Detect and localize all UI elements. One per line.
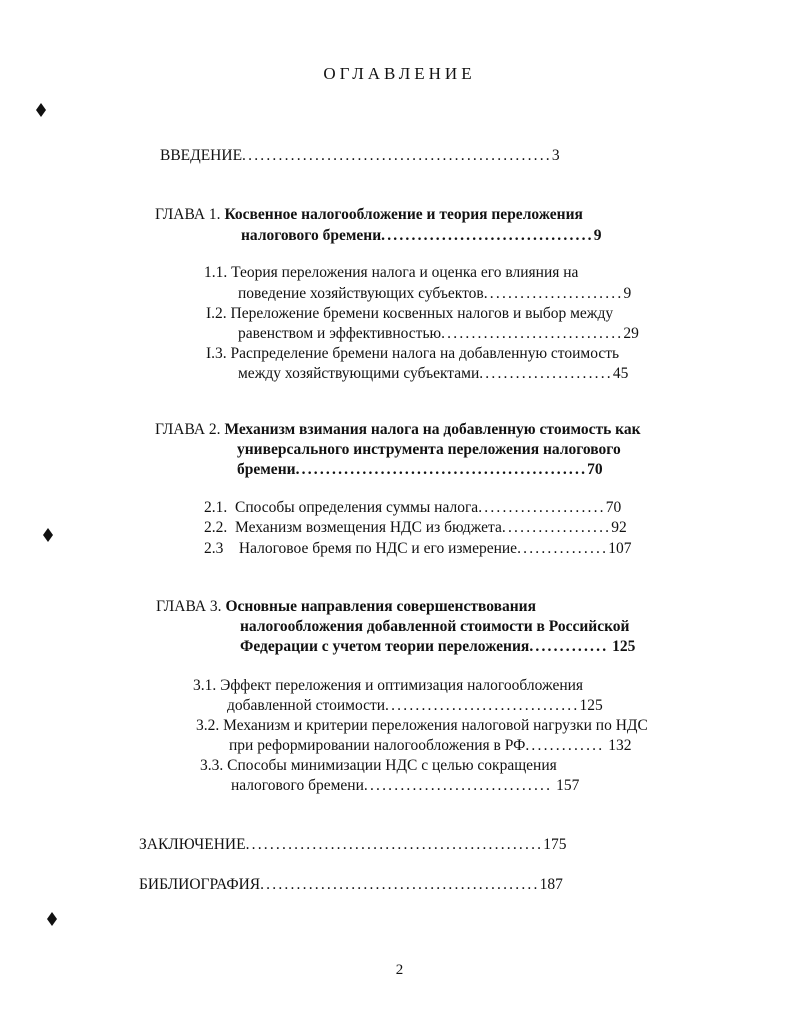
section-number: 3.3. [200,757,224,774]
toc-section-1-2-cont[interactable] [238,324,639,344]
section-title-line: налогового бремени [231,777,364,794]
section-title-line: Налоговое бремя по НДС и его измерение [238,540,518,557]
chapter-title-line: налогового бремени [241,227,382,244]
section-number: 3.1. [193,677,217,694]
page-ref: 107 [608,540,632,557]
chapter-title-line: налогообложения добавленной стоимости в Российской [240,618,630,635]
chapter-title-line: Основные направления совершенствования [225,598,536,615]
page-ref: 45 [612,365,629,382]
dot-leader: ............... [517,540,609,557]
page-number: 2 [395,962,404,978]
toc-entry-intro[interactable] [160,146,560,166]
page-ref: 125 [579,697,603,714]
dot-leader: ................................... [381,227,594,244]
chapter-label: ГЛАВА 2. [155,421,221,438]
toc-section-1-2[interactable] [206,304,613,324]
section-title-line: поведение хозяйствующих субъектов [238,285,484,302]
page-ref: 9 [623,285,632,302]
toc-chapter-3[interactable] [156,597,536,617]
page-ref: 9 [593,227,602,244]
chapter-title-line: универсального инструмента переложения налогового [237,441,621,458]
section-number: 2.2. [204,519,228,536]
toc-section-3-3-cont[interactable] [231,776,579,796]
entry-label: ВВЕДЕНИЕ [160,147,243,164]
chapter-title-line: Косвенное налогообложение и теория переложения [224,206,583,223]
toc-section-2-2[interactable] [204,518,627,538]
toc-chapter-2[interactable] [155,420,641,440]
section-title-line: между хозяйствующими субъектами [238,365,480,382]
dot-leader: ................................................... [242,147,552,164]
section-number: 2.3 [204,540,224,557]
dot-leader: ..................... [478,499,606,516]
section-title-line: Механизм и критерии переложения налоговой нагрузки по НДС [223,717,648,734]
page-ref: 70 [605,499,622,516]
section-title-line: при реформировании налогообложения в РФ [229,737,526,754]
page-ref: 29 [623,325,639,342]
toc-chapter-3-line2[interactable] [240,617,629,637]
dot-leader: .................. [501,519,612,536]
toc-section-1-3-cont[interactable] [238,364,628,384]
section-title-line: Способы определения суммы налога [235,499,479,516]
dot-leader: ................................................. [245,836,544,853]
dot-leader: ............. [525,737,605,754]
chapter-title-line: Федерации с учетом теории переложения [240,638,530,655]
toc-chapter-1[interactable] [155,205,583,225]
toc-section-3-1[interactable] [193,676,583,696]
section-number: 3.2. [196,717,220,734]
dot-leader: ............................... [363,777,553,794]
entry-label: БИБЛИОГРАФИЯ [139,876,261,893]
toc-chapter-3-line3[interactable] [240,637,635,657]
chapter-title-line: Механизм взимания налога на добавленную стоимость как [224,421,641,438]
toc-chapter-1-cont[interactable] [241,226,602,246]
toc-section-2-1[interactable] [204,498,621,518]
page-ref: 70 [587,461,603,478]
dot-leader: .............................................. [260,876,540,893]
toc-section-2-3[interactable] [204,539,631,559]
section-title-line: Способы минимизации НДС с целью сокращения [227,757,557,774]
toc-entry-bibliography[interactable] [139,875,563,895]
section-number: 1.1. [204,264,228,281]
dot-leader: ....................... [483,285,624,302]
section-title-line: добавленной стоимости [227,697,386,714]
entry-label: ЗАКЛЮЧЕНИЕ [139,836,246,853]
toc-section-3-1-cont[interactable] [227,696,603,716]
page-ref: 187 [539,876,563,893]
page-title: ОГЛАВЛЕНИЕ [323,64,476,83]
chapter-label: ГЛАВА 1. [155,206,221,223]
dot-leader: ................................ [385,697,580,714]
section-title-line: Эффект переложения и оптимизация налогообложения [220,677,584,694]
toc-chapter-2-line3[interactable] [237,460,603,480]
dot-leader: ............. [529,638,609,655]
toc-section-1-1-cont[interactable] [238,284,631,304]
section-number: I.3. [206,345,227,362]
dot-leader: ...................... [479,365,613,382]
toc-section-3-2-cont[interactable] [229,736,631,756]
toc-chapter-2-line2[interactable] [237,440,621,460]
section-title-line: Механизм возмещения НДС из бюджета [235,519,502,536]
toc-section-1-3[interactable] [206,344,619,364]
toc-section-3-3[interactable] [200,756,557,776]
page-ref: 125 [612,638,636,655]
section-title-line: равенством и эффективностью [238,325,442,342]
dot-leader: ................................................ [295,461,588,478]
section-title-line: Распределение бремени налога на добавленную стоимость [230,345,620,362]
toc-section-1-1[interactable] [204,263,578,283]
chapter-title-line: бремени [237,461,296,478]
page-ref: 3 [551,147,560,164]
page-ref: 175 [543,836,567,853]
toc-entry-conclusion[interactable] [139,835,567,855]
toc-section-3-2[interactable] [196,716,648,736]
page-ref: 157 [556,777,580,794]
section-title-line: Переложение бремени косвенных налогов и выбор между [230,305,614,322]
dot-leader: .............................. [441,325,624,342]
section-title-line: Теория переложения налога и оценка его влияния на [231,264,579,281]
page-ref: 132 [608,737,632,754]
section-number: I.2. [206,305,227,322]
chapter-label: ГЛАВА 3. [156,598,222,615]
page-ref: 92 [611,519,627,536]
section-number: 2.1. [204,499,228,516]
